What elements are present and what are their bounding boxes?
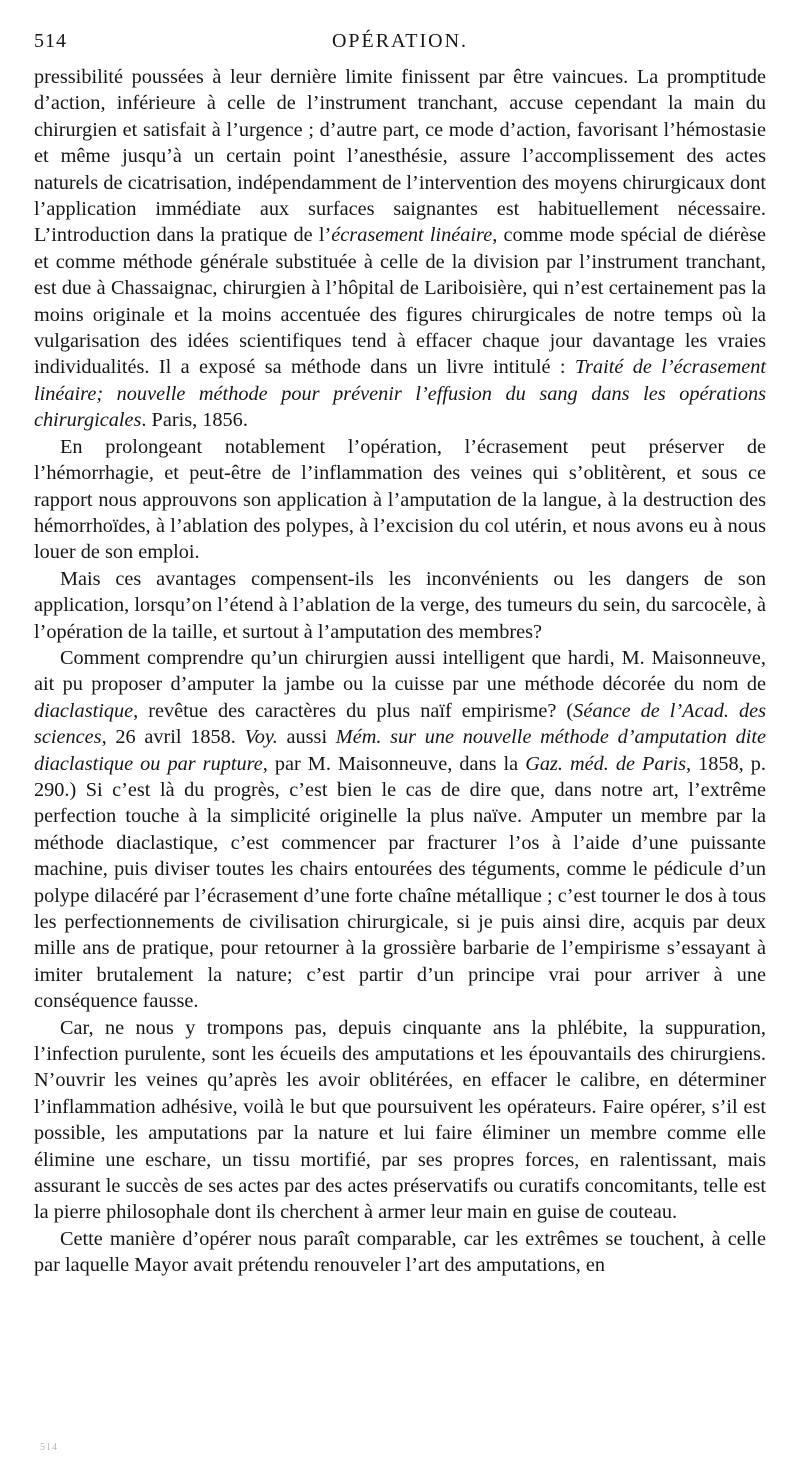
italic-text: écrasement linéaire	[331, 224, 493, 247]
text-run: Mais ces avantages compensent-ils les inconvénients ou les dangers de son application, lorsqu’on l’étend à l’ablation de la verge, des tumeurs du sein, du sarcocèle, à l’opération de la taille, et surtout à l’amputation des membres?	[34, 567, 766, 643]
italic-text: Voy.	[244, 726, 278, 749]
text-run: , 26 avril 1858.	[101, 726, 245, 749]
paragraph	[34, 566, 766, 645]
text-run: , comme mode spécial de diérèse et comme méthode générale substituée à celle de la division par l’instrument tranchant, est due à Chassaignac, chirurgien à l’hôpital de Lariboisière, qui n’est certainement pas la moins originale et la moins accentuée des figures chirurgicales de notre temps où la vulgarisation des idées scientifiques tend à effacer chaque jour davantage les vraies individualités. Il a exposé sa méthode dans un livre intitulé :	[34, 224, 766, 379]
text-run: En prolongeant notablement l’opération, l’écrasement peut préserver de l’hémorrhagie, et peut-être de l’inflammation des veines qui s’oblitèrent, et sous ce rapport nous approuvons son application à l’amputation de la langue, à la destruction des hémorrhoïdes, à l’ablation des polypes, à l’excision du col utérin, et nous avons eu à nous louer de son emploi.	[34, 435, 766, 564]
paragraph	[34, 1015, 766, 1226]
text-run: Car, ne nous y trompons pas, depuis cinquante ans la phlébite, la suppuration, l’infection purulente, sont les écueils des amputations et les épouvantails des chirurgiens. N’ouvrir les veines qu’après les avoir oblitérées, en effacer le calibre, en déterminer l’inflammation adhésive, voilà le but que poursuivent les opérateurs. Faire opérer, s’il est possible, les amputations par la nature et lui faire éliminer un membre comme elle élimine une eschare, un tissu mortifié, par ses propres forces, en ralentissant, mais assurant le succès de ses actes par des actes préservatifs ou curatifs concomitants, telle est la pierre philosophale dont ils cherchent à armer leur main en guise de couteau.	[34, 1016, 766, 1224]
text-run: , 1858, p. 290.) Si c’est là du progrès, c’est bien le cas de dire que, dans notre art, l’extrême perfection touche à la simplicité originelle la plus naïve. Amputer un membre par la méthode diaclastique, c’est commencer par fracturer l’os à l’aide d’une puissante machine, puis diviser toutes les chairs entourées des téguments, comme le pédicule d’un polype dilacéré par l’écrasement d’une forte chaîne métallique ; c’est tourner le dos à tous les perfectionnements de civilisation chirurgicale, si je puis ainsi dire, acquis par deux mille ans de pratique, pour retourner à la grossière barbarie de l’empirisme s’essayant à imiter brutalement la nature; c’est partir d’un principe vrai pour arriver à une conséquence fausse.	[34, 752, 766, 1013]
running-head	[34, 28, 766, 58]
text-run: , par M. Maisonneuve, dans la	[262, 752, 526, 775]
page-number: 514	[34, 30, 67, 52]
running-title: OPÉRATION.	[331, 30, 469, 52]
text-run: Comment comprendre qu’un chirurgien aussi intelligent que hardi, M. Maisonneuve, ait pu proposer d’amputer la jambe ou la cuisse par une méthode décorée du nom de	[34, 646, 766, 696]
paragraph	[34, 64, 766, 434]
italic-text: Traité de l’écrasement linéaire; nouvelle méthode pour prévenir l’effusion du sang dans les opérations chirurgicales	[34, 356, 766, 432]
paragraph	[34, 1226, 766, 1279]
italic-text: Séance de l’Acad. des sciences	[34, 699, 766, 749]
body-text	[34, 64, 766, 1279]
text-run: , revêtue des caractères du plus naïf empirisme? (	[133, 699, 574, 722]
text-run: Cette manière d’opérer nous paraît comparable, car les extrêmes se touchent, à celle par laquelle Mayor avait prétendu renouveler l’art des amputations, en	[34, 1227, 766, 1277]
document-page	[34, 28, 766, 1279]
text-run: . Paris, 1856.	[141, 409, 248, 432]
paragraph	[34, 434, 766, 566]
italic-text: Gaz. méd. de Paris	[525, 752, 686, 775]
italic-text: Mém. sur une nouvelle méthode d’amputation dite diaclastique ou par rupture	[34, 726, 766, 775]
text-run: pressibilité poussées à leur dernière limite finissent par être vaincues. La promptitude d’action, inférieure à celle de l’instrument tranchant, accuse cependant la main du chirurgien et satisfait à l’urgence ; d’autre part, ce mode d’action, favorisant l’hémostasie et même jusqu’à un certain point l’anesthésie, assure l’accomplissement des actes naturels de cicatrisation, indépendamment de l’intervention des moyens chirurgicaux dont l’application immédiate aux surfaces saignantes est habituellement nécessaire. L’introduction dans la pratique de l’	[34, 66, 766, 247]
paragraph	[34, 645, 766, 1015]
italic-text: diaclastique	[34, 699, 134, 722]
footer-page-mark: 514	[40, 1442, 58, 1453]
text-run: aussi	[277, 726, 336, 749]
